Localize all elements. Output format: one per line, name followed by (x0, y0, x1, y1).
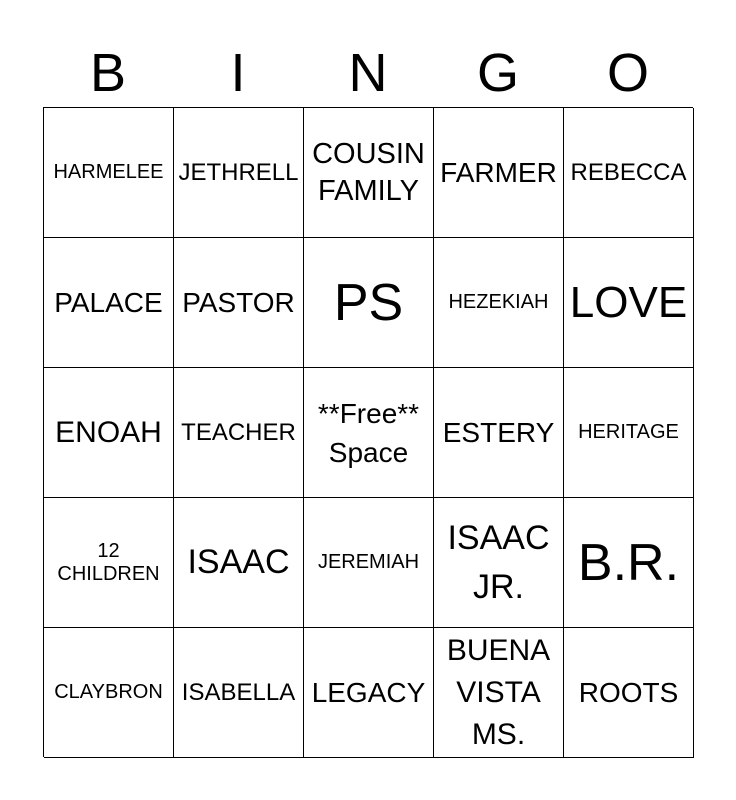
bingo-cell[interactable] (174, 108, 304, 238)
cell-text: ISABELLA (181, 679, 296, 706)
bingo-cell[interactable] (304, 238, 434, 368)
cell-text: ENOAH (55, 415, 162, 449)
cell-text: BUENA VISTA MS. (446, 633, 551, 751)
bingo-cell[interactable] (174, 498, 304, 628)
cell-text: 12 CHILDREN (57, 539, 160, 585)
cell-text: ISAAC (187, 543, 290, 581)
cell-text: ESTERY (442, 417, 555, 448)
bingo-card (43, 107, 693, 757)
bingo-cell[interactable] (564, 108, 694, 238)
cell-text: ROOTS (578, 677, 679, 708)
bingo-cell[interactable] (304, 498, 434, 628)
bingo-cell[interactable] (44, 238, 174, 368)
cell-text: TEACHER (181, 419, 296, 446)
cell-text: JETHRELL (178, 159, 299, 186)
bingo-cell[interactable] (44, 498, 174, 628)
cell-text: HEZEKIAH (448, 291, 549, 313)
cell-text: PASTOR (182, 287, 295, 318)
cell-text: LOVE (569, 277, 688, 327)
bingo-cell[interactable] (564, 498, 694, 628)
free-space-cell[interactable] (304, 368, 434, 498)
bingo-cell[interactable] (434, 238, 564, 368)
cell-text: HARMELEE (53, 161, 164, 183)
header-letter-n: N (348, 43, 388, 103)
header-letter-i: I (230, 43, 246, 103)
bingo-cell[interactable] (434, 628, 564, 758)
bingo-cell[interactable] (44, 368, 174, 498)
bingo-cell[interactable] (174, 368, 304, 498)
header-letter-g: G (476, 43, 519, 103)
bingo-cell[interactable] (174, 628, 304, 758)
bingo-cell[interactable] (564, 238, 694, 368)
cell-text: FARMER (440, 157, 557, 188)
cell-text: PALACE (54, 287, 163, 318)
bingo-cell[interactable] (434, 368, 564, 498)
bingo-cell[interactable] (434, 108, 564, 238)
header-letter-o: O (606, 43, 649, 103)
bingo-cell[interactable] (304, 108, 434, 238)
cell-text: LEGACY (311, 677, 426, 708)
free-space-text: **Free** Space (317, 397, 420, 468)
bingo-cell[interactable] (44, 108, 174, 238)
cell-text: B.R. (577, 533, 680, 592)
bingo-cell[interactable] (434, 498, 564, 628)
bingo-cell[interactable] (44, 628, 174, 758)
bingo-cell[interactable] (564, 368, 694, 498)
cell-text: CLAYBRON (54, 681, 163, 703)
bingo-cell[interactable] (174, 238, 304, 368)
bingo-cell[interactable] (564, 628, 694, 758)
header-letter-b: B (89, 43, 127, 103)
cell-text: REBECCA (570, 159, 687, 186)
cell-text: HERITAGE (578, 421, 679, 443)
cell-text: JEREMIAH (317, 551, 420, 573)
bingo-cell[interactable] (304, 628, 434, 758)
cell-text: COUSIN FAMILY (312, 137, 425, 207)
bingo-header (43, 40, 693, 106)
cell-text: PS (333, 273, 404, 332)
cell-text: ISAAC JR. (447, 518, 550, 606)
